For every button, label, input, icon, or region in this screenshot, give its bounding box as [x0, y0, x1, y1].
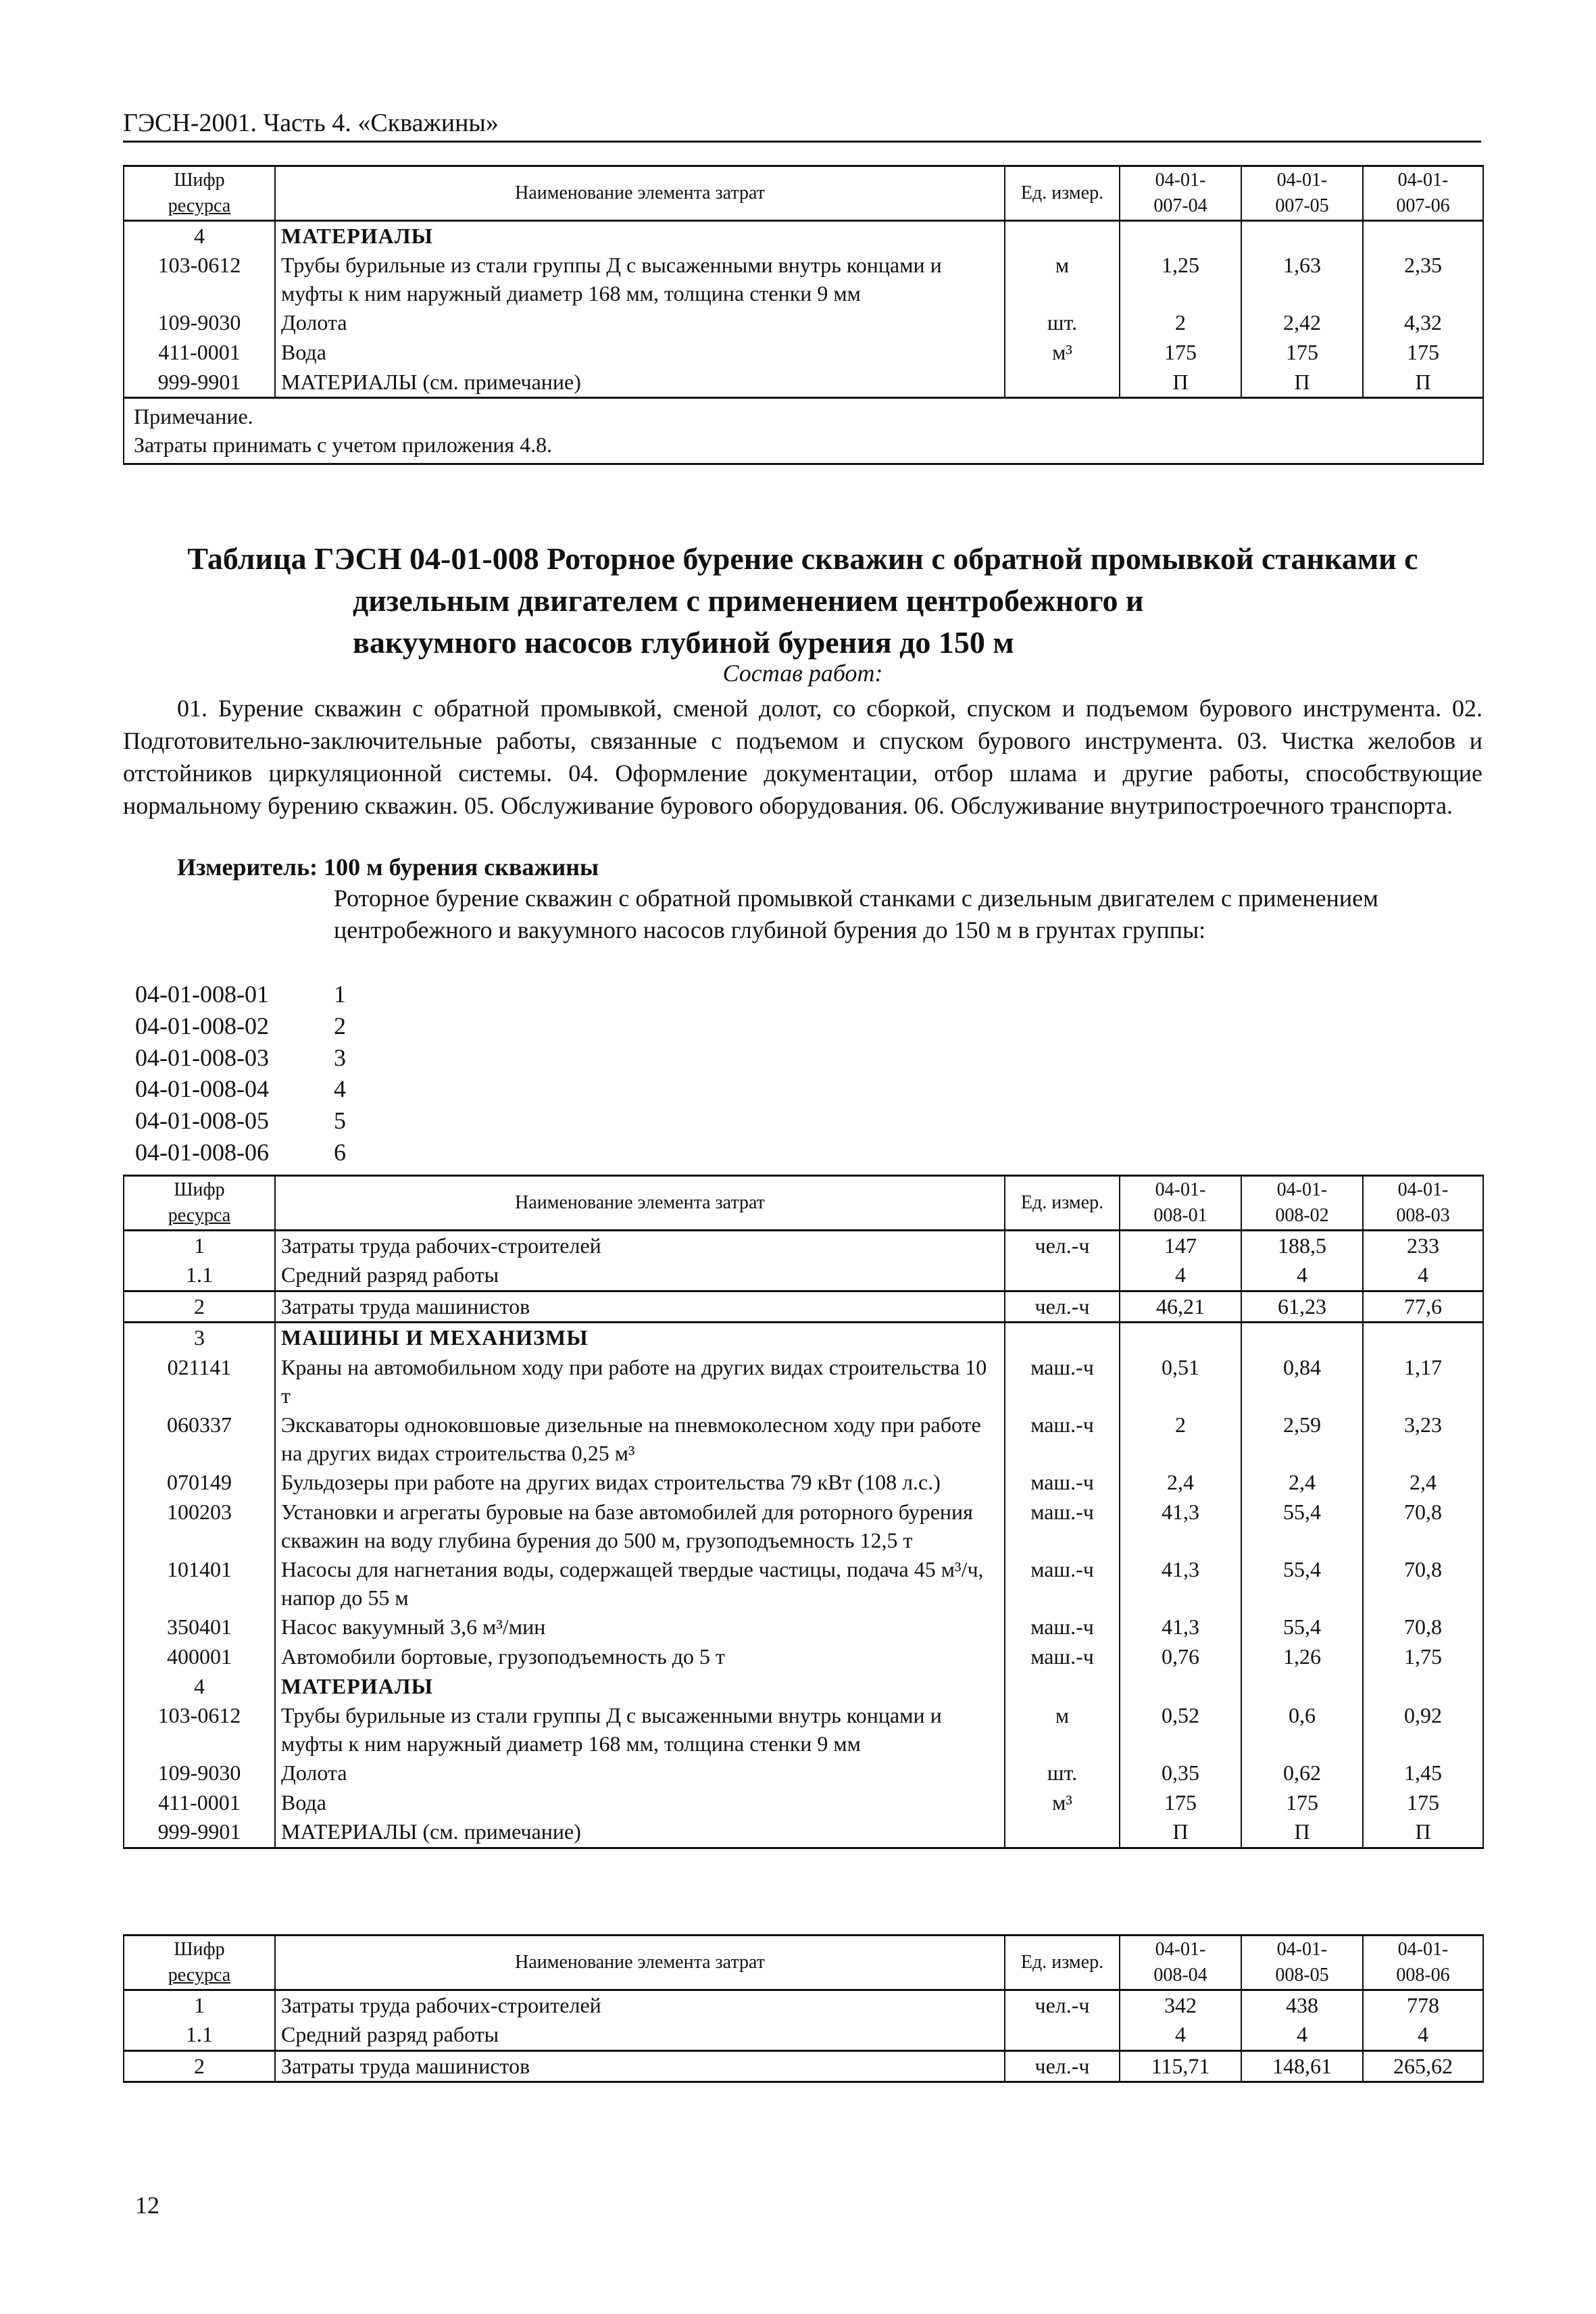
value-cell: 778 [1363, 1990, 1483, 2020]
value-cell: 41,3 [1120, 1613, 1241, 1642]
table-note: Примечание. Затраты принимать с учетом приложения 4.8. [124, 398, 1483, 464]
composition-heading: Состав работ: [722, 660, 883, 687]
value-cell: 115,71 [1120, 2050, 1241, 2082]
unit-cell: м³ [1005, 1788, 1120, 1818]
norm-column-header: 04-01- 008-01 [1120, 1176, 1241, 1231]
resource-code-cell: 2 [124, 1291, 275, 1323]
norm-column-header: 04-01- 008-04 [1120, 1936, 1241, 1990]
value-cell: П [1241, 368, 1363, 398]
value-cell: 70,8 [1363, 1613, 1483, 1642]
resource-code-cell: 4 [124, 1672, 275, 1702]
value-cell: 41,3 [1120, 1555, 1241, 1613]
table-row [124, 2020, 1483, 2050]
value-cell [1363, 1323, 1483, 1353]
resource-name-cell: Насос вакуумный 3,6 м³/мин [275, 1613, 1005, 1642]
resource-code-cell: 100203 [124, 1498, 275, 1555]
unit-column-header: Ед. измер. [1005, 1176, 1120, 1231]
unit-cell: маш.-ч [1005, 1498, 1120, 1555]
value-cell: 1,26 [1241, 1642, 1363, 1672]
norm-column-header: 04-01- 008-02 [1241, 1176, 1363, 1231]
resource-name-cell: Вода [275, 338, 1005, 368]
resource-code-cell: 999-9901 [124, 1817, 275, 1848]
value-cell: 4 [1363, 1260, 1483, 1291]
resource-code-cell: 3 [124, 1323, 275, 1353]
value-cell: 0,35 [1120, 1758, 1241, 1788]
resource-code-cell: 411-0001 [124, 1788, 275, 1818]
table-row [124, 251, 1483, 308]
table-header-row [124, 1176, 1483, 1231]
norm-column-header: 04-01- 008-03 [1363, 1176, 1483, 1231]
value-cell: 4 [1120, 1260, 1241, 1291]
unit-cell [1005, 1817, 1120, 1848]
norm-column-header: 04-01- 007-06 [1363, 166, 1483, 221]
unit-cell: маш.-ч [1005, 1613, 1120, 1642]
value-cell: П [1363, 1817, 1483, 1848]
unit-cell [1005, 220, 1120, 251]
resource-name-cell: Долота [275, 308, 1005, 338]
value-cell [1241, 220, 1363, 251]
resource-name-cell: Затраты труда машинистов [275, 1291, 1005, 1323]
resource-code-cell: 109-9030 [124, 308, 275, 338]
resource-code-cell: 411-0001 [124, 338, 275, 368]
value-cell: 61,23 [1241, 1291, 1363, 1323]
measurement-unit: Измеритель: 100 м бурения скважины [177, 854, 599, 881]
unit-cell: маш.-ч [1005, 1468, 1120, 1498]
name-column-header: Наименование элемента затрат [275, 1176, 1005, 1231]
resource-name-cell: Экскаваторы одноковшовые дизельные на пневмоколесном ходу при работе на других видах строительства 0,25 м³ [275, 1410, 1005, 1468]
resource-code-cell: 1.1 [124, 1260, 275, 1291]
code-column-header: Шифр ресурса [124, 1176, 275, 1231]
value-cell: 77,6 [1363, 1291, 1483, 1323]
value-cell: 55,4 [1241, 1498, 1363, 1555]
resource-name-cell: МАТЕРИАЛЫ (см. примечание) [275, 1817, 1005, 1848]
resource-code-cell: 350401 [124, 1613, 275, 1642]
resource-code-cell: 103-0612 [124, 251, 275, 308]
page-number: 12 [135, 2192, 159, 2219]
unit-cell: маш.-ч [1005, 1642, 1120, 1672]
value-cell: 0,51 [1120, 1353, 1241, 1410]
value-cell: 0,6 [1241, 1701, 1363, 1758]
value-cell: 175 [1363, 1788, 1483, 1818]
value-cell: 2,4 [1241, 1468, 1363, 1498]
list-item: 04-01-008-02 2 [135, 1012, 346, 1039]
list-item: 04-01-008-05 5 [135, 1107, 346, 1135]
value-cell: 1,17 [1363, 1353, 1483, 1410]
value-cell: 438 [1241, 1990, 1363, 2020]
value-cell: 0,52 [1120, 1701, 1241, 1758]
table-row [124, 368, 1483, 398]
table-row [124, 2050, 1483, 2082]
resource-name-cell: Трубы бурильные из стали группы Д с высаженными внутрь концами и муфты к ним наружный диаметр 168 мм, толщина стенки 9 мм [275, 251, 1005, 308]
value-cell: 70,8 [1363, 1498, 1483, 1555]
resource-name-cell: МАШИНЫ И МЕХАНИЗМЫ [275, 1323, 1005, 1353]
resource-name-cell: Насосы для нагнетания воды, содержащей твердые частицы, подача 45 м³/ч, напор до 55 м [275, 1555, 1005, 1613]
resource-code-cell: 1.1 [124, 2020, 275, 2050]
resource-name-cell: Бульдозеры при работе на других видах строительства 79 кВт (108 л.с.) [275, 1468, 1005, 1498]
table-row [124, 1758, 1483, 1788]
section-row [124, 1323, 1483, 1353]
unit-cell: м [1005, 251, 1120, 308]
value-cell: 2 [1120, 1410, 1241, 1468]
page-header: ГЭСН-2001. Часть 4. «Скважины» [123, 109, 499, 137]
unit-cell [1005, 1672, 1120, 1702]
note-row [124, 398, 1483, 464]
value-cell: П [1241, 1817, 1363, 1848]
resource-code-cell: 4 [124, 220, 275, 251]
unit-cell [1005, 1323, 1120, 1353]
value-cell: 342 [1120, 1990, 1241, 2020]
resource-code-cell: 1 [124, 1990, 275, 2020]
value-cell: 2,59 [1241, 1410, 1363, 1468]
value-cell: 0,92 [1363, 1701, 1483, 1758]
norm-column-header: 04-01- 008-06 [1363, 1936, 1483, 1990]
value-cell: 55,4 [1241, 1613, 1363, 1642]
value-cell: 147 [1120, 1230, 1241, 1260]
unit-cell: чел.-ч [1005, 1230, 1120, 1260]
value-cell: 1,75 [1363, 1642, 1483, 1672]
list-item: 04-01-008-04 4 [135, 1075, 346, 1103]
resource-name-cell: Средний разряд работы [275, 2020, 1005, 2050]
resource-name-cell: МАТЕРИАЛЫ [275, 1672, 1005, 1702]
unit-cell: шт. [1005, 1758, 1120, 1788]
value-cell [1241, 1672, 1363, 1702]
code-column-header: Шифр ресурса [124, 166, 275, 221]
table-row [124, 308, 1483, 338]
resource-name-cell: Затраты труда рабочих-строителей [275, 1990, 1005, 2020]
value-cell: 0,62 [1241, 1758, 1363, 1788]
value-cell: 2,42 [1241, 308, 1363, 338]
table-title: Таблица ГЭСН 04-01-008 Роторное бурение скважин с обратной промывкой станками с дизельным двигателем с применением центробежного и вакуумного насосов глубиной бурения до 150 м [187, 541, 1418, 660]
unit-cell: чел.-ч [1005, 2050, 1120, 2082]
unit-cell: чел.-ч [1005, 1291, 1120, 1323]
resource-code-cell: 060337 [124, 1410, 275, 1468]
value-cell: 175 [1120, 1788, 1241, 1818]
value-cell: 175 [1120, 338, 1241, 368]
value-cell: 4 [1120, 2020, 1241, 2050]
section-row [124, 220, 1483, 251]
value-cell: 46,21 [1120, 1291, 1241, 1323]
unit-cell: чел.-ч [1005, 1990, 1120, 2020]
composition-text: 01. Бурение скважин с обратной промывкой, сменой долот, со сборкой, спуском и подъемом бурового инструмента. 02. Подготовительно-заключительные работы, связанные с подъемом и спуском бурового инструмента. 03. Чистка желобов и отстойников циркуляционной системы. 04. Оформление документации, отбор шлама и другие работы, способствующие нормальному бурению скважин. 05. Обслуживание бурового оборудования. 06. Обслуживание внутрипостроечного транспорта. [123, 695, 1482, 819]
resource-name-cell: Автомобили бортовые, грузоподъемность до 5 т [275, 1642, 1005, 1672]
table-row [124, 1990, 1483, 2020]
value-cell: 265,62 [1363, 2050, 1483, 2082]
resource-code-cell: 109-9030 [124, 1758, 275, 1788]
resource-table-008-part1 [123, 1175, 1484, 1849]
unit-cell: маш.-ч [1005, 1353, 1120, 1410]
resource-name-cell: Затраты труда рабочих-строителей [275, 1230, 1005, 1260]
value-cell: 175 [1241, 1788, 1363, 1818]
table-row [124, 1410, 1483, 1468]
list-item: 04-01-008-03 3 [135, 1043, 346, 1071]
norm-description: Роторное бурение скважин с обратной промывкой станками с дизельным двигателем с применением центробежного и вакуумного насосов глубиной бурения до 150 м в грунтах группы: [334, 885, 1378, 943]
table-row [124, 1555, 1483, 1613]
value-cell: 4 [1241, 2020, 1363, 2050]
resource-code-cell: 101401 [124, 1555, 275, 1613]
norm-column-header: 04-01- 007-04 [1120, 166, 1241, 221]
value-cell: 233 [1363, 1230, 1483, 1260]
resource-table-008-part2 [123, 1934, 1484, 2083]
value-cell: 4,32 [1363, 308, 1483, 338]
value-cell: 148,61 [1241, 2050, 1363, 2082]
norm-column-header: 04-01- 007-05 [1241, 166, 1363, 221]
table-header-row [124, 1936, 1483, 1990]
value-cell: 2,4 [1363, 1468, 1483, 1498]
value-cell: П [1363, 368, 1483, 398]
value-cell [1241, 1323, 1363, 1353]
value-cell [1120, 1672, 1241, 1702]
resource-name-cell: МАТЕРИАЛЫ (см. примечание) [275, 368, 1005, 398]
unit-cell [1005, 2020, 1120, 2050]
table-row [124, 1613, 1483, 1642]
table-row [124, 1817, 1483, 1848]
value-cell: 175 [1241, 338, 1363, 368]
table-row [124, 1291, 1483, 1323]
value-cell: 1,45 [1363, 1758, 1483, 1788]
value-cell: 4 [1363, 2020, 1483, 2050]
value-cell: 175 [1363, 338, 1483, 368]
value-cell: 0,84 [1241, 1353, 1363, 1410]
value-cell: 70,8 [1363, 1555, 1483, 1613]
value-cell [1120, 220, 1241, 251]
resource-code-cell: 400001 [124, 1642, 275, 1672]
table-header-row [124, 166, 1483, 221]
value-cell [1363, 220, 1483, 251]
unit-cell [1005, 1260, 1120, 1291]
name-column-header: Наименование элемента затрат [275, 166, 1005, 221]
header-rule [123, 141, 1481, 143]
resource-name-cell: Краны на автомобильном ходу при работе на других видах строительства 10 т [275, 1353, 1005, 1410]
value-cell: 41,3 [1120, 1498, 1241, 1555]
unit-column-header: Ед. измер. [1005, 166, 1120, 221]
resource-code-cell: 2 [124, 2050, 275, 2082]
unit-cell: маш.-ч [1005, 1410, 1120, 1468]
table-row [124, 1468, 1483, 1498]
unit-cell: маш.-ч [1005, 1555, 1120, 1613]
resource-name-cell: Вода [275, 1788, 1005, 1818]
resource-name-cell: Средний разряд работы [275, 1260, 1005, 1291]
value-cell: 4 [1241, 1260, 1363, 1291]
resource-code-cell: 103-0612 [124, 1701, 275, 1758]
unit-cell: шт. [1005, 308, 1120, 338]
value-cell: 1,63 [1241, 251, 1363, 308]
list-item: 04-01-008-01 1 [135, 981, 346, 1008]
table-row [124, 1788, 1483, 1818]
section-row [124, 1672, 1483, 1702]
unit-cell: м [1005, 1701, 1120, 1758]
table-row [124, 1260, 1483, 1291]
value-cell: 2,35 [1363, 251, 1483, 308]
table-row [124, 1353, 1483, 1410]
resource-table-007 [123, 165, 1484, 465]
value-cell: 2 [1120, 308, 1241, 338]
table-row [124, 1701, 1483, 1758]
value-cell: П [1120, 368, 1241, 398]
resource-name-cell: Долота [275, 1758, 1005, 1788]
table-row [124, 1642, 1483, 1672]
resource-name-cell: Трубы бурильные из стали группы Д с высаженными внутрь концами и муфты к ним наружный диаметр 168 мм, толщина стенки 9 мм [275, 1701, 1005, 1758]
list-item: 04-01-008-06 6 [135, 1138, 346, 1166]
table-row [124, 1230, 1483, 1260]
value-cell [1363, 1672, 1483, 1702]
value-cell: 55,4 [1241, 1555, 1363, 1613]
value-cell: 1,25 [1120, 251, 1241, 308]
table-row [124, 1498, 1483, 1555]
value-cell: 188,5 [1241, 1230, 1363, 1260]
value-cell: 3,23 [1363, 1410, 1483, 1468]
value-cell: 2,4 [1120, 1468, 1241, 1498]
name-column-header: Наименование элемента затрат [275, 1936, 1005, 1990]
resource-code-cell: 021141 [124, 1353, 275, 1410]
resource-code-cell: 070149 [124, 1468, 275, 1498]
unit-cell [1005, 368, 1120, 398]
value-cell [1120, 1323, 1241, 1353]
code-column-header: Шифр ресурса [124, 1936, 275, 1990]
unit-column-header: Ед. измер. [1005, 1936, 1120, 1990]
table-row [124, 338, 1483, 368]
value-cell: 0,76 [1120, 1642, 1241, 1672]
resource-name-cell: МАТЕРИАЛЫ [275, 220, 1005, 251]
resource-name-cell: Затраты труда машинистов [275, 2050, 1005, 2082]
norm-column-header: 04-01- 008-05 [1241, 1936, 1363, 1990]
value-cell: П [1120, 1817, 1241, 1848]
unit-cell: м³ [1005, 338, 1120, 368]
norm-code-list [135, 979, 346, 1168]
resource-code-cell: 999-9901 [124, 368, 275, 398]
resource-code-cell: 1 [124, 1230, 275, 1260]
resource-name-cell: Установки и агрегаты буровые на базе автомобилей для роторного бурения скважин на воду глубина бурения до 500 м, грузоподъемность 12,5 т [275, 1498, 1005, 1555]
